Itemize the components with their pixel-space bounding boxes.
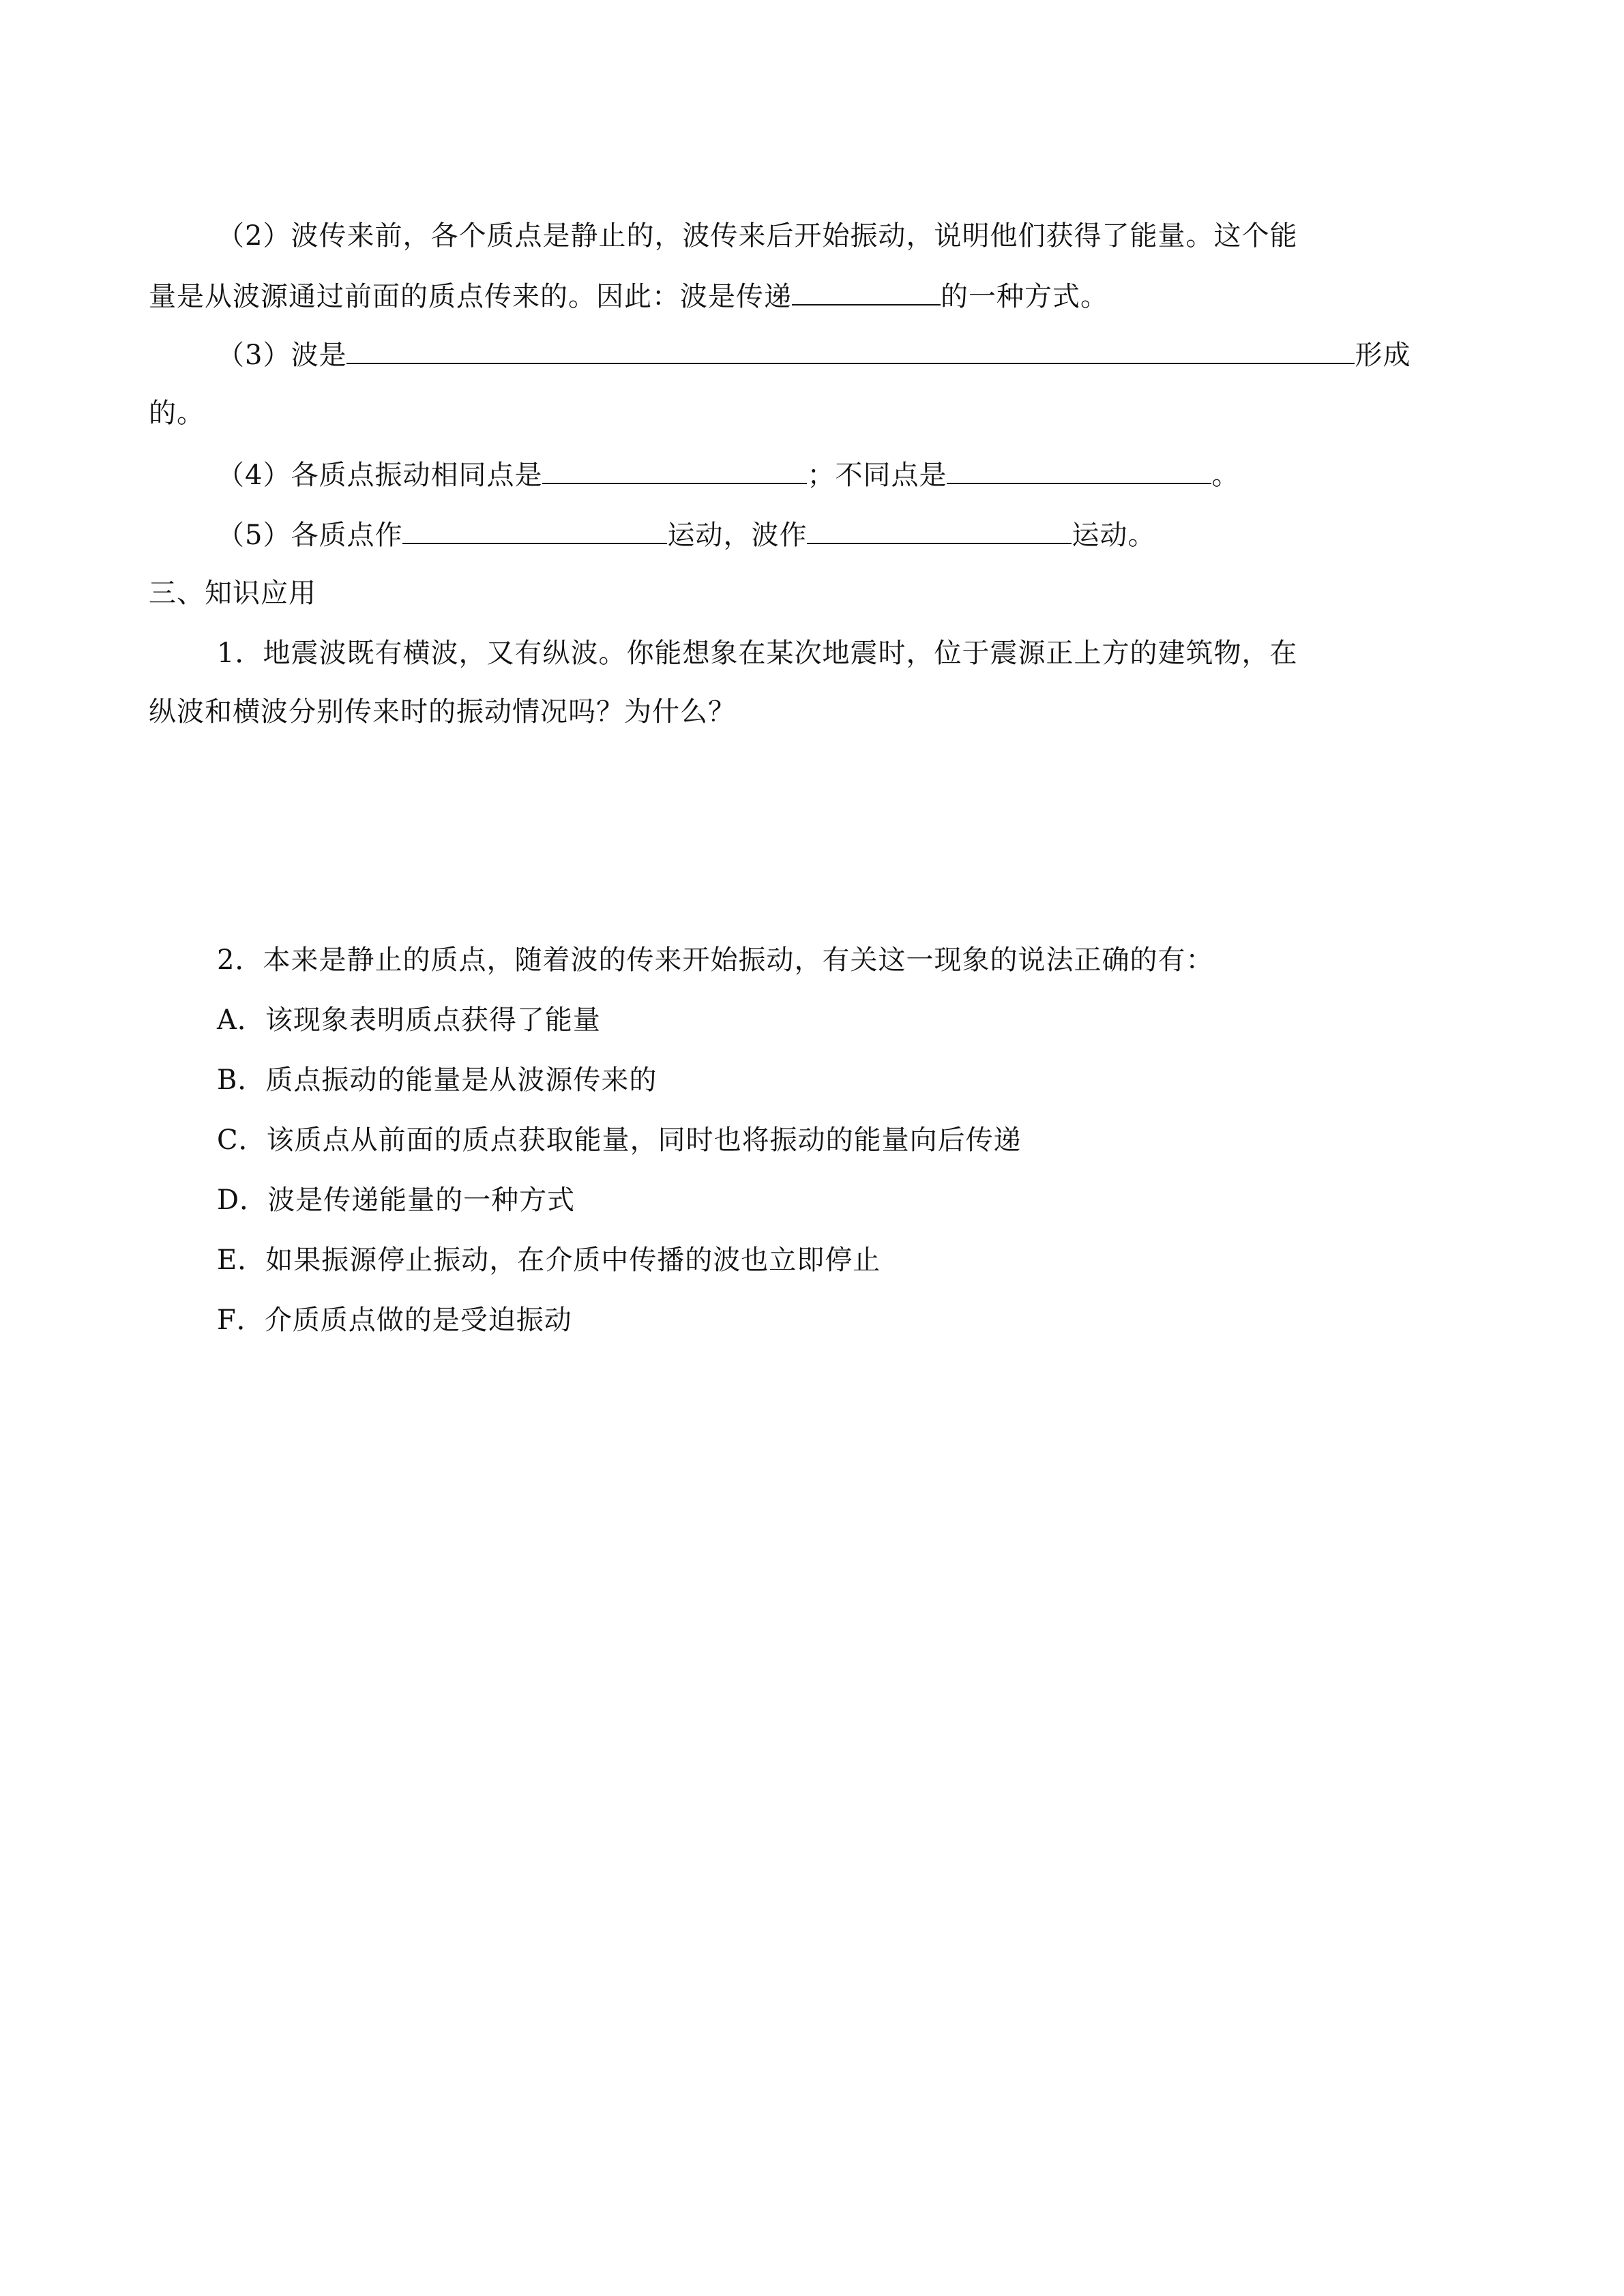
q3-text-1a: （3）波是	[217, 340, 347, 371]
q4-text-c: 。	[1211, 460, 1240, 491]
q2-answer-blank[interactable]	[792, 278, 941, 305]
app2-option-c[interactable]	[217, 1124, 1022, 1157]
q4-text-a: （4）各质点振动相同点是	[217, 460, 543, 491]
q5-wave-blank[interactable]	[807, 517, 1072, 544]
app2-stem-text: 2．本来是静止的质点，随着波的传来开始振动，有关这一现象的说法正确的有：	[217, 944, 1214, 976]
q2-text-2b: 的一种方式。	[941, 281, 1108, 312]
app1-text-2: 纵波和横波分别传来时的振动情况吗？为什么？	[149, 696, 736, 728]
q2-text-1: （2）波传来前，各个质点是静止的，波传来后开始振动，说明他们获得了能量。这个能	[217, 220, 1298, 252]
section-3-heading: 三、知识应用	[149, 578, 316, 609]
q4-same-blank[interactable]	[542, 457, 807, 484]
q4-line	[217, 457, 1239, 492]
option-a-text: A．该现象表明质点获得了能量	[217, 1004, 601, 1036]
q5-line	[217, 517, 1155, 552]
app2-option-d[interactable]	[217, 1184, 575, 1217]
q4-text-b: ；不同点是	[807, 460, 947, 491]
option-b-text: B．质点振动的能量是从波源传来的	[217, 1064, 658, 1096]
q3-answer-blank[interactable]	[346, 337, 1355, 364]
section-heading	[149, 577, 316, 610]
q3-text-1b: 形成	[1355, 340, 1411, 371]
q4-diff-blank[interactable]	[947, 457, 1211, 484]
q3-line-2	[149, 397, 205, 430]
app2-option-f[interactable]	[217, 1304, 572, 1337]
option-e-text: E．如果振源停止振动，在介质中传播的波也立即停止	[217, 1244, 881, 1276]
q2-line-2	[149, 278, 1108, 313]
app1-text-1: 1．地震波既有横波，又有纵波。你能想象在某次地震时，位于震源正上方的建筑物，在	[217, 638, 1298, 669]
q3-line-1	[217, 337, 1411, 372]
q5-text-a: （5）各质点作	[217, 520, 403, 551]
app2-option-a[interactable]	[217, 1004, 601, 1037]
q2-text-2a: 量是从波源通过前面的质点传来的。因此：波是传递	[149, 281, 792, 312]
q2-line-1	[217, 220, 1297, 252]
app1-line-1	[217, 637, 1297, 670]
q5-particle-blank[interactable]	[402, 517, 667, 544]
app1-line-2	[149, 696, 736, 728]
option-c-text: C．该质点从前面的质点获取能量，同时也将振动的能量向后传递	[217, 1124, 1022, 1156]
app2-option-b[interactable]	[217, 1064, 657, 1097]
app2-option-e[interactable]	[217, 1244, 881, 1277]
q5-text-b: 运动，波作	[667, 520, 808, 551]
q5-text-c: 运动。	[1072, 520, 1156, 551]
option-d-text: D．波是传递能量的一种方式	[217, 1184, 576, 1216]
app2-stem	[217, 944, 1213, 976]
option-f-text: F．介质质点做的是受迫振动	[217, 1304, 572, 1336]
q3-text-2: 的。	[149, 398, 205, 429]
